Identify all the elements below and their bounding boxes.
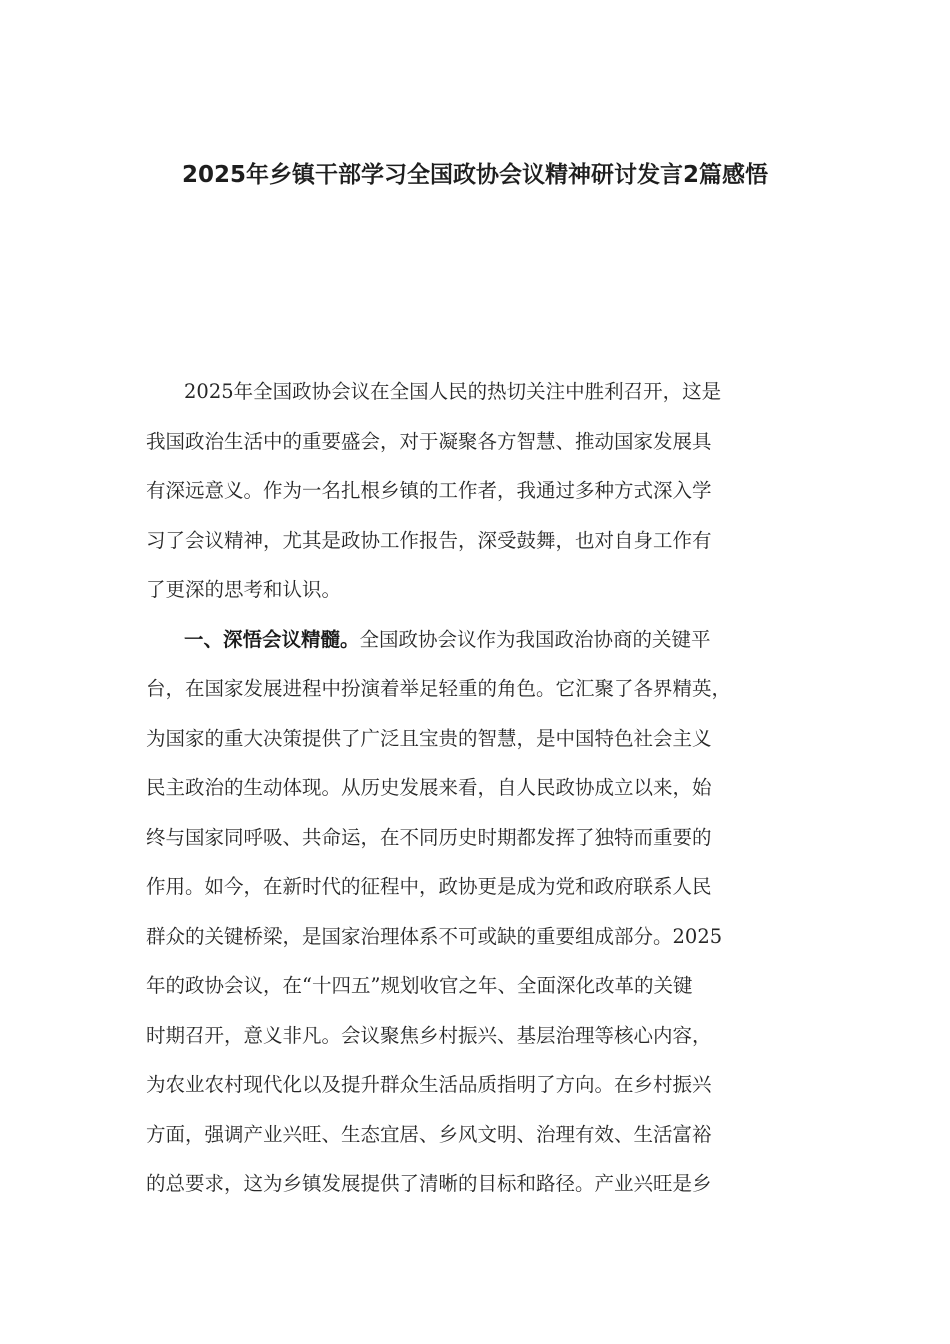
paragraph-line: 终与国家同呼吸、共命运，在不同历史时期都发挥了独特而重要的 (146, 825, 712, 849)
paragraph-line: 台，在国家发展进程中扮演着举足轻重的角色。它汇聚了各界精英， (146, 677, 732, 700)
paragraph-line: 为国家的重大决策提供了广泛且宝贵的智慧，是中国特色社会主义 (146, 726, 712, 750)
document-title: 2025年乡镇干部学习全国政协会议精神研讨发言2篇感悟 (181, 162, 769, 188)
paragraph-line: 有深远意义。作为一名扎根乡镇的工作者，我通过多种方式深入学 (146, 479, 712, 502)
paragraph-line: 方面，强调产业兴旺、生态宜居、乡风文明、治理有效、生活富裕 (146, 1122, 712, 1146)
paragraph-line: 了更深的思考和认识。 (146, 578, 342, 601)
paragraph-line: 群众的关键桥梁，是国家治理体系不可或缺的重要组成部分。2025 (146, 924, 723, 948)
paragraph-line-text: 全国政协会议作为我国政治协商的关键平 (359, 627, 711, 651)
paragraph-line: 民主政治的生动体现。从历史发展来看，自人民政协成立以来，始 (146, 776, 712, 799)
document-body (146, 373, 796, 1215)
paragraph-line (146, 621, 796, 671)
paragraph-section-one (146, 621, 796, 1215)
paragraph-line: 作用。如今，在新时代的征程中，政协更是成为党和政府联系人民 (146, 875, 712, 898)
paragraph-line: 的总要求，这为乡镇发展提供了清晰的目标和路径。产业兴旺是乡 (146, 1172, 712, 1195)
paragraph-line: 时期召开，意义非凡。会议聚焦乡村振兴、基层治理等核心内容， (146, 1023, 712, 1047)
paragraph-line: 习了会议精神，尤其是政协工作报告，深受鼓舞，也对自身工作有 (146, 528, 712, 552)
paragraph-intro (146, 373, 796, 621)
paragraph-line: 年的政协会议，在“十四五”规划收官之年、全面深化改革的关键 (146, 974, 693, 997)
paragraph-line: 2025年全国政协会议在全国人民的热切关注中胜利召开，这是 (184, 380, 722, 403)
paragraph-line: 我国政治生活中的重要盛会，对于凝聚各方智慧、推动国家发展具 (146, 429, 712, 453)
section-heading: 一、深悟会议精髓。 (184, 627, 360, 651)
paragraph-line: 为农业农村现代化以及提升群众生活品质指明了方向。在乡村振兴 (146, 1073, 712, 1096)
